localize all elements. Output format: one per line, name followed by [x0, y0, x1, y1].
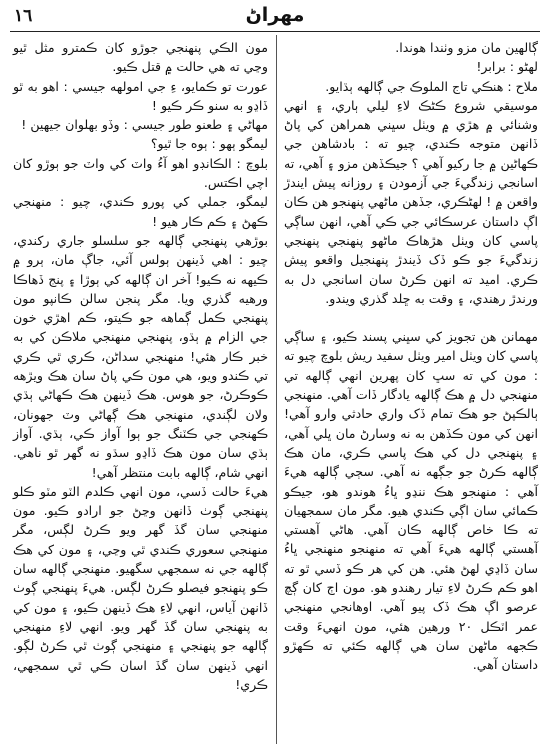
paragraph: بوڙهي پنهنجي ڳالهه جو سلسلو جاري رکندي، چيو : اهي ڏينهن ٻولس آئي، جاڳ مان، ٻرو ۾ ڪيهه نه ڪيو! آخر ان ڳالهه کي ٻوڙا ۽ پنج ڏهاڪا ورهيه گذري ويا. مگر پنجن سالن ڪانپو مون پنهنجي ڪمل ڳماهه جو ڪيتو، ڪم اهڙي خون جي الزام ۾ ٻڌو، پنهنجي منهنجي ملاڪن کي به خبر ڪار هئي! منهنجي سداڻن، ڪري ٿي ڪري تي ڪندو ويو، هي مون ڪي پاڻ سان هڪ ويڙهه ڪوڪرڻ، جو هوس. هڪ ڏينهن هڪ ڪهاڻي ٻڌي ولان لڳندي، منهنجي هڪ ڳهاڻي وٽ جهونان، ڪهنجي جي ڪٽنگ جو ٻوا آواز ڪي، ٻڌي. آواز ٻڌي سان مون هڪ ڏاڍو سڌو نه گهر ٿو ناهي. انهي شام، ڳالهه بابت منتظر آهي! [13, 232, 268, 480]
paragraph: عورت تو ڪمايو، ءِ جي امولهه جيسي : اهو به ٿو ڏاڍو به سنو ڪر ڪيو ! [13, 78, 268, 113]
paragraph: ڳالهين مان مزو وٺندا هوندا. [395, 40, 538, 55]
page-title: مهراڻ [245, 4, 305, 26]
header-rule [10, 31, 540, 32]
paragraph: مون الڪي پنهنجي جوڙو کان ڪمترو مثل ٿيو وڃي ته هي حالت ۾ قتل ڪيو. [13, 40, 268, 75]
paragraph: هيءَ حالت ڏسي، مون انهي ڪلدم الٽو مٽو ڪلو پنهنجي ڳوٺ ڏانهن وڃڻ جو ارادو ڪيو. مون منهنجي سان گڏ گهر ويو ڪرڻ لڳس، مگر منهنجي سعوري ڪندي ٿي وڃي، ۽ مون کي هڪ ڳالهه جي نه سمجهي سگهيو. منهنجي ڳالهه سان ڪو پنهنجو فيصلو ڪرڻ لڳس. هيءَ پنهنجي ڳوٺ ڏانهن آياس، انهي لاءِ هڪ ڏينهن ڪيو، ۽ مون کي به پنهنجي سان گڏ گهر ويو. انهي لاءِ منهنجي ڳالهه جو پنهنجي ۽ منهنجي ڳوٺ ٿي ڪرڻ لڳو. انهي ڏينهن سان گڏ اسان ڪي ٿي سمجهي، ڪري! [13, 483, 268, 692]
paragraph: لهڻو : برابر! [476, 59, 538, 75]
paragraph: ملاح : هنڪي تاج الملوڪ جي ڳالهه ٻڌايو. [325, 78, 538, 94]
right-column [284, 38, 538, 675]
paragraph-gap [284, 308, 538, 327]
page-header [0, 0, 550, 36]
paragraph: ليمگو ٻهو : ٻوه جا ٿيو؟ [150, 136, 268, 152]
paragraph: بلوچ : الڪانڊو اهو آءُ واٽ کي واٽ جو ٻوڙو کان اچي اڪتس. [13, 155, 268, 191]
paragraph: مهمانن هن تجويز کي سڀني پسند ڪيو، ۽ ساڳي پاسي کان ويٺل امير ويٺل سفيد ريش بلوچ چيو ته : مون کي ته سڀ کان پهرين انهي ڳالهه تي منهنجي دل ۾ هڪ ڳالهه يادگار ڏات آهي. منهنجي ٻالڪپڻ جو هڪ تمام ڏک واري حادثي وارو آهي! انهن کي مون ڪڏهن به نه وسارڻ مان ڀلي آهي، ۽ پنهنجي دل کي هڪ پاسي ڪري، مان هڪ ڳالهه ڪرڻ جو جڳهه نه آهي. سڄي ڳالهه هيءَ آهي : منهنجو هڪ ننڍو ڀاءُ هوندو هو، جيڪو ڪمائي سان اڳي ڪندي هيو. مگر مان سمجهيان ته ڪا خاص ڳالهه ڪان آهي. هاڻي آهستي آهستي ڳالهه هيءَ آهي ته منهنجو منهنجي ڀاءُ سان ڏاڍي لهڻ هئي. هن کي هر ڪو ڏسي ٿو ته اهو ڪم ڪرڻ لاءِ تيار رهندو هو. مون اڄ کان ڳچ عرصو اڳ هڪ ڏک پيو آهي. اوهانجي منهنجي عمر اٽڪل ٢٠ ورهين هئي، مون انهيءَ وقت ڪجهه ماڻهن سان هي ڳالهه ڪئي ته ڪهڙو داستان آهي. [284, 329, 538, 673]
left-column [13, 38, 268, 694]
paragraph: موسيقي شروع ڪڻڪ لاءِ ليلي ٻاري، ۽ انهي وشنائي ۾ هڙي ۾ ويٺل سڀني همراهن کي پاڻ ڏانهن متوجه ڪندي، چيو ته : بادشاهن جي ڪهاڻين ۾ جا رکيو آهي ؟ جيڪڏهن مزو ۽ آهي، ته اسانجي زندگيءَ جي آزمودن ۽ روزانه پيش ايندڙ واقعن ۾ ! لهڻڪري، جڏهن ماڻهي پنهنجو هن ڪان اڳ داستان عرسڪائي جي ڪي آهي، انهن ساڳي پاسي کان ويٺل هڙهاڪ ماڻهو پنهنجي پنهنجي زندگيءَ جو ڪو ڏک ڏيندڙ پنهنجيل واقعو پيش ڪري. اميد ته انهن ڪرڻ سان اسانجي دل به ورندڙ رهندي، ۽ وقت به ڇلد گذري ويندو. [284, 97, 538, 306]
paragraph: ليمگو، جملي کي پورو ڪندي، چيو : منهنجي ڪهڻ ۽ ڪم ڪار هيو ! [13, 194, 268, 229]
page-number: ١٦ [14, 6, 33, 26]
column-divider [276, 35, 277, 744]
paragraph: مهاڻي ۽ طعنو طور جيسي : وڏو بهلوان جيهين ! [21, 117, 268, 133]
